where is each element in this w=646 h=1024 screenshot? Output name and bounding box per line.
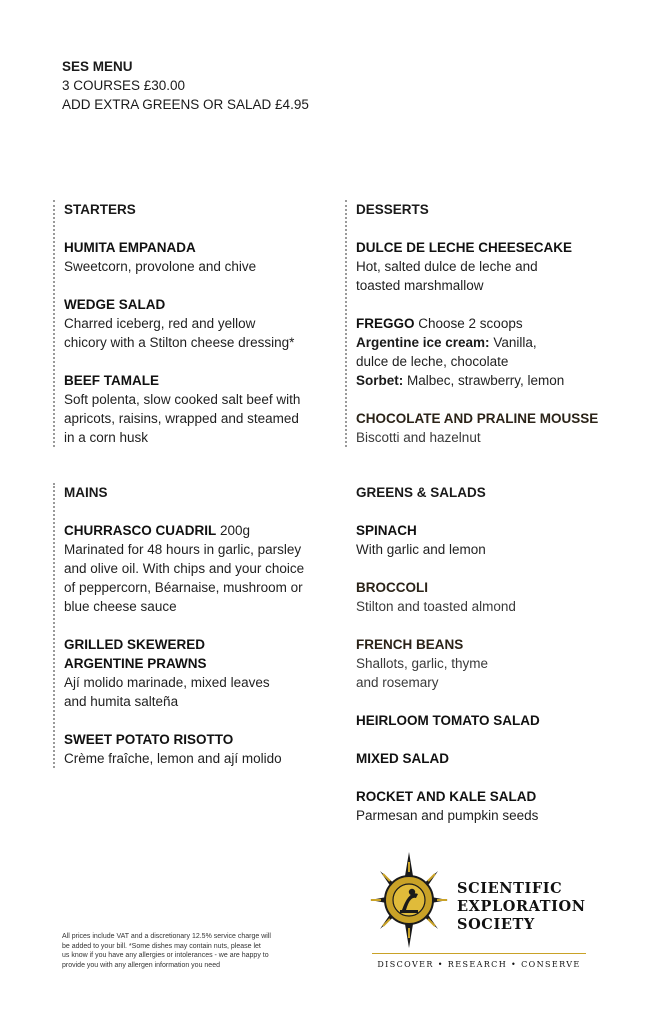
item-description: Hot, salted dulce de leche and — [356, 259, 538, 274]
item-name: CHOCOLATE AND PRALINE MOUSSE — [356, 411, 599, 426]
logo-line: SCIENTIFIC — [457, 880, 563, 897]
item-description: Crème fraîche, lemon and ají molido — [64, 751, 282, 766]
extras-price: ADD EXTRA GREENS OR SALAD £4.95 — [62, 97, 309, 112]
menu-item — [356, 521, 626, 559]
menu-item — [64, 521, 339, 616]
item-description: Shallots, garlic, thyme — [356, 656, 489, 671]
item-name: HEIRLOOM TOMATO SALAD — [356, 713, 540, 728]
item-description: toasted marshmallow — [356, 278, 484, 293]
footnote-line: us know if you have any allergies or intolerances - we are happy to — [62, 952, 269, 959]
item-description: Marinated for 48 hours in garlic, parsley — [64, 542, 302, 557]
menu-item — [356, 409, 626, 447]
item-description: Sweetcorn, provolone and chive — [64, 259, 257, 274]
item-name: FRENCH BEANS — [356, 637, 464, 652]
starters-heading: STARTERS — [64, 202, 136, 217]
logo-line: SOCIETY — [457, 916, 535, 933]
item-name: HUMITA EMPANADA — [64, 240, 196, 255]
item-name: CHURRASCO CUADRIL — [64, 523, 217, 538]
item-name: GRILLED SKEWERED — [64, 637, 206, 652]
logo-divider — [372, 953, 586, 954]
desserts-section — [345, 200, 626, 447]
ice-cream-flavours-2: dulce de leche, chocolate — [356, 354, 509, 369]
ice-cream-flavours: Vanilla, — [489, 335, 537, 350]
item-name: FREGGO — [356, 316, 415, 331]
item-name: WEDGE SALAD — [64, 297, 166, 312]
menu-item — [64, 238, 339, 276]
item-description: in a corn husk — [64, 430, 149, 445]
menu-title: SES MENU — [62, 59, 133, 74]
menu-item — [64, 635, 339, 711]
item-description: blue cheese sauce — [64, 599, 177, 614]
compass-sun-icon — [366, 850, 452, 950]
greens-section — [345, 483, 626, 825]
item-description: Parmesan and pumpkin seeds — [356, 808, 539, 823]
menu-item — [356, 787, 626, 825]
sorbet-flavours: Malbec, strawberry, lemon — [403, 373, 565, 388]
item-description: Stilton and toasted almond — [356, 599, 516, 614]
item-description: of peppercorn, Béarnaise, mushroom or — [64, 580, 303, 595]
menu-item — [356, 711, 626, 730]
item-name: BROCCOLI — [356, 580, 428, 595]
item-name: BEEF TAMALE — [64, 373, 159, 388]
menu-item — [356, 578, 626, 616]
item-description: Biscotti and hazelnut — [356, 430, 481, 445]
item-name: SPINACH — [356, 523, 417, 538]
item-description: chicory with a Stilton cheese dressing* — [64, 335, 295, 350]
menu-item — [64, 371, 339, 447]
item-description: Ají molido marinade, mixed leaves — [64, 675, 270, 690]
item-name: ROCKET AND KALE SALAD — [356, 789, 537, 804]
item-description: and rosemary — [356, 675, 439, 690]
item-description: and humita salteña — [64, 694, 179, 709]
menu-item-freggo — [356, 314, 626, 390]
logo-tagline: DISCOVER • RESEARCH • CONSERVE — [377, 960, 581, 969]
item-description: Charred iceberg, red and yellow — [64, 316, 256, 331]
footnote-line: All prices include VAT and a discretionary 12.5% service charge will — [62, 933, 271, 940]
menu-item — [356, 635, 626, 692]
menu-item — [64, 295, 339, 352]
starters-section — [53, 200, 339, 447]
ses-logo — [366, 850, 588, 976]
menu-item — [356, 238, 626, 295]
footnote-line: provide you with any allergen information you need — [62, 961, 220, 969]
item-description: and olive oil. With chips and your choice — [64, 561, 305, 576]
item-name: SWEET POTATO RISOTTO — [64, 732, 234, 747]
logo-wordmark — [457, 880, 586, 934]
item-description: Soft polenta, slow cooked salt beef with — [64, 392, 301, 407]
courses-price: 3 COURSES £30.00 — [62, 78, 186, 93]
ice-cream-label: Argentine ice cream: — [356, 335, 490, 350]
desserts-heading: DESSERTS — [356, 202, 429, 217]
item-description: Choose 2 scoops — [414, 316, 523, 331]
menu-item — [356, 749, 626, 768]
footnote-line: be added to your bill. *Some dishes may contain nuts, please let — [62, 942, 261, 950]
logo-line: EXPLORATION — [457, 898, 586, 915]
item-name: MIXED SALAD — [356, 751, 450, 766]
menu-item — [64, 730, 339, 768]
allergen-footnote — [62, 932, 307, 970]
item-description: With garlic and lemon — [356, 542, 486, 557]
mains-section — [53, 483, 339, 768]
greens-heading: GREENS & SALADS — [356, 485, 486, 500]
sorbet-label: Sorbet: — [356, 373, 404, 388]
menu-header — [62, 57, 309, 114]
item-weight: 200g — [216, 523, 251, 538]
item-name: ARGENTINE PRAWNS — [64, 656, 207, 671]
item-description: apricots, raisins, wrapped and steamed — [64, 411, 299, 426]
mains-heading: MAINS — [64, 485, 108, 500]
item-name: DULCE DE LECHE CHEESECAKE — [356, 240, 573, 255]
